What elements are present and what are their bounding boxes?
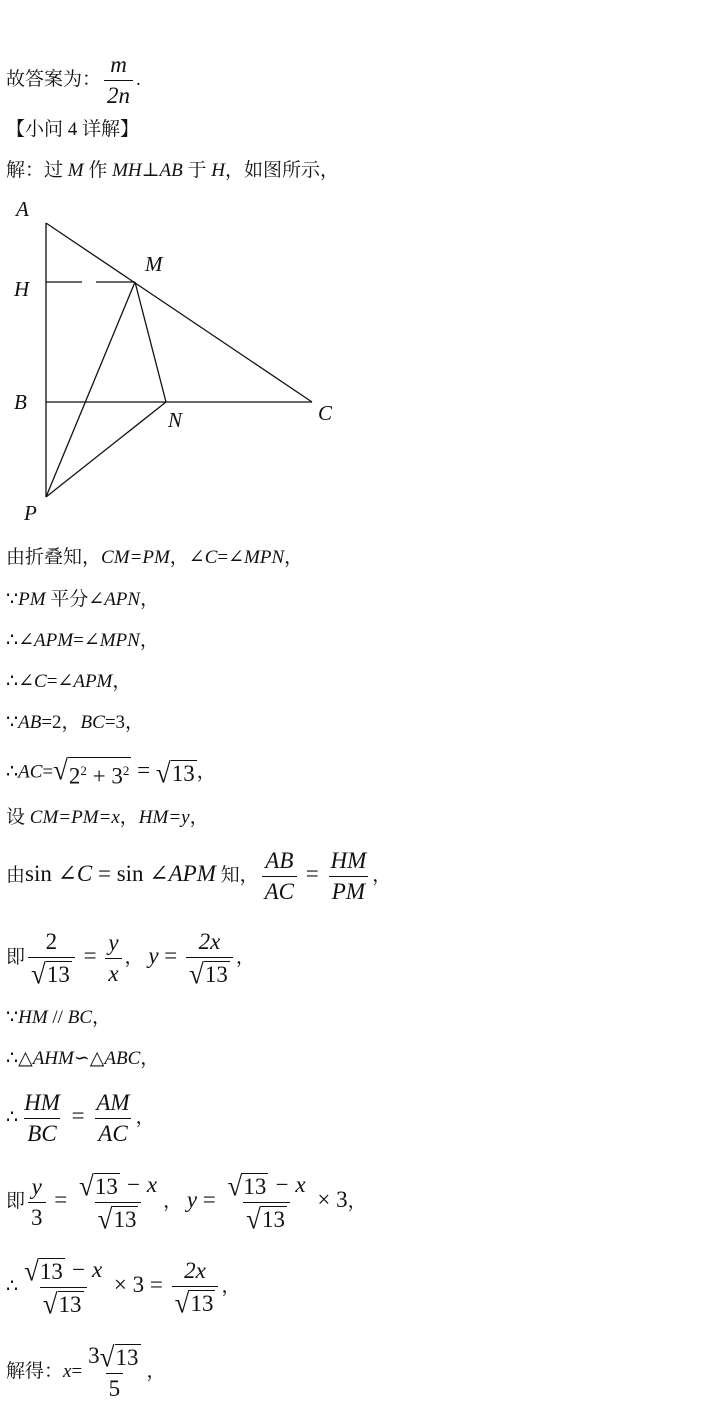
numerator: HM <box>330 848 367 873</box>
text: = <box>92 860 117 886</box>
step-let <box>6 806 209 830</box>
fraction <box>105 930 121 987</box>
text: ∴△ <box>6 1048 33 1069</box>
text: 由 <box>6 864 26 886</box>
step-solution <box>6 1343 166 1402</box>
radicand: 13 <box>39 1259 63 1285</box>
label-p: P <box>24 501 37 525</box>
text: ，如图所示， <box>225 160 340 181</box>
text: = <box>71 1360 83 1382</box>
text: = <box>197 1187 222 1213</box>
segment-pn <box>46 402 166 497</box>
text: 于 <box>182 160 212 181</box>
var: ABC <box>104 1048 141 1069</box>
text: = <box>158 942 184 968</box>
step-parallel <box>6 1006 111 1030</box>
denominator: AC <box>95 1118 130 1147</box>
sqrt: √ 13 <box>79 1170 118 1202</box>
var: C <box>76 860 93 886</box>
var: H <box>211 160 225 181</box>
text: ∴ <box>6 761 19 783</box>
section-heading: 【小问 4 详解】 <box>6 119 140 140</box>
text: =3， <box>104 712 145 733</box>
text: ， <box>92 1007 112 1028</box>
text: 设 <box>6 807 30 828</box>
segment-mp <box>46 282 135 497</box>
var: APM <box>73 671 113 692</box>
answer-line <box>6 52 141 109</box>
step-ratio-y-2 <box>6 1170 367 1236</box>
radicand: 13 <box>190 1291 214 1317</box>
var: M <box>67 160 84 181</box>
text: ， <box>112 671 132 692</box>
var: CM=PM <box>101 547 170 568</box>
numerator: HM <box>24 1090 60 1115</box>
fraction <box>172 1258 219 1320</box>
var: AB <box>18 712 42 733</box>
text: ∴∠ <box>6 671 35 692</box>
text: ， <box>196 761 216 783</box>
text: − x <box>268 1172 306 1197</box>
text: × 3 <box>311 1187 348 1213</box>
var: PM <box>18 589 46 610</box>
step-angle-equal-2 <box>6 670 131 694</box>
text: ， <box>189 807 209 828</box>
text: 解得： <box>6 1360 64 1382</box>
fraction <box>225 1170 309 1236</box>
var: BC <box>67 1007 92 1028</box>
sqrt: √ 13 <box>24 1255 63 1287</box>
fraction <box>76 1170 160 1236</box>
text: = <box>300 860 325 886</box>
text: 作 <box>83 160 113 181</box>
sqrt: √ $2^2 + 3^2$ <box>53 754 130 789</box>
sqrt: √ 13 <box>31 958 70 990</box>
var: AHM <box>32 1048 74 1069</box>
text: =∠ <box>217 547 245 568</box>
text: − x <box>119 1172 158 1197</box>
text: ∴ <box>6 1276 19 1298</box>
var: APM <box>168 860 216 886</box>
text: 3 <box>88 1343 100 1368</box>
text: = <box>77 942 103 968</box>
text: = <box>65 1102 91 1128</box>
text: ∽△ <box>73 1048 105 1069</box>
numerator: AM <box>96 1090 130 1115</box>
step-bisect <box>6 588 159 612</box>
text: ∵ <box>6 712 19 733</box>
step-pythagoras <box>6 754 216 790</box>
radicand: 13 <box>58 1292 82 1318</box>
sqrt: √ 13 <box>42 1288 82 1321</box>
text: ， <box>140 589 160 610</box>
radicand: 13 <box>115 1345 139 1371</box>
text: =∠ <box>46 671 74 692</box>
label-m: M <box>145 252 163 276</box>
text: 即 <box>6 946 26 968</box>
denominator: PM <box>329 876 368 905</box>
step-ratio-y <box>6 929 255 988</box>
var: CM=PM=x <box>29 807 120 828</box>
sqrt: √ 13 <box>174 1287 214 1320</box>
fraction <box>104 52 133 109</box>
text: 2 <box>68 763 81 789</box>
radicand: 13 <box>243 1174 267 1200</box>
var: BC <box>80 712 105 733</box>
text: ∵ <box>6 1007 19 1028</box>
var: C <box>34 671 47 692</box>
fraction <box>21 1255 105 1321</box>
text: 平分∠ <box>45 589 105 610</box>
var: MH⊥AB <box>112 160 183 181</box>
text: ， <box>140 1048 160 1069</box>
text: ， <box>221 1276 241 1298</box>
text: − x <box>64 1257 103 1282</box>
numerator: y <box>108 930 119 956</box>
fraction <box>186 929 233 988</box>
text: ， <box>235 946 255 968</box>
sqrt: √ 13 <box>227 1170 267 1202</box>
var: x <box>63 1360 72 1382</box>
exponent: 2 <box>122 763 130 778</box>
radicand: 13 <box>46 962 70 988</box>
var: MPN <box>99 630 140 651</box>
text: =2， <box>41 712 81 733</box>
denominator: 5 <box>106 1373 124 1402</box>
text: = <box>42 761 54 783</box>
radicand: 13 <box>171 760 195 786</box>
denominator: 2n <box>104 80 133 109</box>
text: ， <box>135 1106 155 1128</box>
fraction <box>85 1343 143 1402</box>
text: ， <box>372 864 392 886</box>
var: AC <box>18 761 43 783</box>
radicand: 13 <box>261 1207 285 1233</box>
label-a: A <box>16 197 29 221</box>
text: = <box>48 1187 73 1213</box>
var: y <box>148 942 159 968</box>
text: ， <box>163 1191 187 1213</box>
var: APM <box>34 630 74 651</box>
fraction <box>28 1174 46 1231</box>
numerator: 2x <box>184 1258 206 1284</box>
step-similar-ratio <box>6 1090 155 1147</box>
segment-ac <box>46 223 312 402</box>
fraction <box>21 1090 63 1147</box>
var: HM=y <box>138 807 190 828</box>
fraction <box>262 848 297 905</box>
text: ， <box>347 1191 367 1213</box>
var: APN <box>104 589 141 610</box>
text: 解：过 <box>6 160 68 181</box>
radicand: 13 <box>204 962 228 988</box>
sqrt: √ 13 <box>155 757 195 789</box>
fraction <box>93 1090 132 1147</box>
var: HM <box>18 1007 48 1028</box>
text: 即 <box>6 1191 26 1213</box>
exponent: 2 <box>80 763 87 778</box>
sqrt: √ 13 <box>189 958 228 990</box>
text: 由折叠知， <box>6 547 102 568</box>
label-h: H <box>14 277 30 301</box>
step-equation <box>6 1255 241 1321</box>
label-b: B <box>14 390 27 414</box>
denominator: BC <box>24 1118 59 1147</box>
var: y <box>186 1187 198 1213</box>
text: ， <box>146 1360 166 1382</box>
numerator: y <box>31 1174 42 1200</box>
text: 故答案为： <box>6 68 102 90</box>
text: // <box>47 1007 68 1028</box>
text: . <box>136 68 141 90</box>
geometry-figure <box>0 190 360 530</box>
text: ， <box>124 946 149 968</box>
radicand: 13 <box>113 1207 137 1233</box>
text: ， <box>139 630 159 651</box>
step-similar <box>6 1047 159 1071</box>
step-sine <box>6 848 391 905</box>
text: 知， <box>215 864 259 886</box>
sqrt: √ 13 <box>97 1203 137 1236</box>
numerator: m <box>110 52 127 77</box>
label-c: C <box>318 401 333 425</box>
text: ∴ <box>6 1106 19 1128</box>
label-n: N <box>168 408 183 432</box>
denominator: x <box>105 958 121 987</box>
text: sin ∠ <box>25 860 77 886</box>
text: ∴∠ <box>6 630 35 651</box>
text: ， <box>284 547 304 568</box>
numerator: AB <box>265 848 294 873</box>
sqrt: √ 13 <box>99 1341 139 1373</box>
fraction <box>28 929 75 988</box>
var: MPN <box>244 547 285 568</box>
solution-intro <box>6 159 339 183</box>
step-given-lengths <box>6 711 144 735</box>
sqrt: √ 13 <box>246 1203 285 1236</box>
numerator: 2x <box>198 929 221 954</box>
text: × 3 = <box>108 1272 169 1298</box>
numerator: 2 <box>45 929 58 954</box>
text: sin ∠ <box>116 860 169 886</box>
text: ∵ <box>6 589 19 610</box>
radicand: 13 <box>94 1174 118 1200</box>
step-fold <box>6 546 303 570</box>
step-angle-equal-1 <box>6 629 159 653</box>
text: + 3 <box>86 763 123 789</box>
var: C <box>204 547 218 568</box>
denominator: 3 <box>28 1202 46 1231</box>
text: = <box>131 757 156 783</box>
denominator: AC <box>262 876 297 905</box>
text: =∠ <box>73 630 100 651</box>
text: ， <box>119 807 139 828</box>
text: ，∠ <box>169 547 205 568</box>
fraction <box>328 848 370 905</box>
